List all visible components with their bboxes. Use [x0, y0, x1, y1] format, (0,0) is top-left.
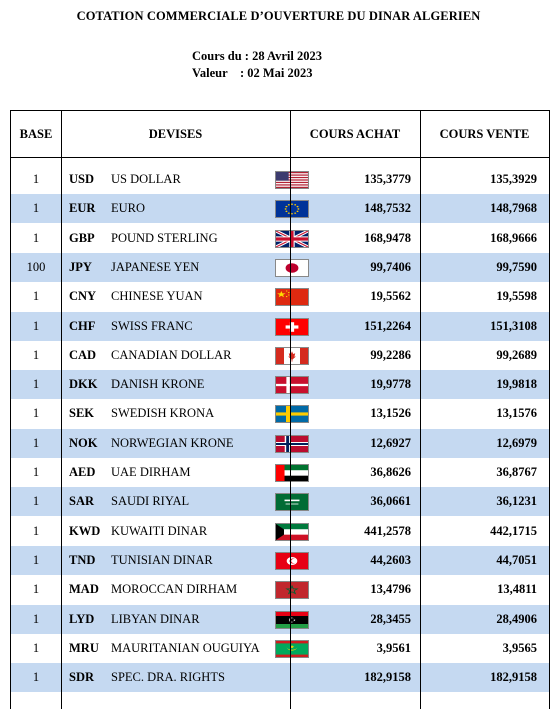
cours-achat-value: 13,1526 — [370, 406, 411, 421]
base-cell: 1 — [32, 670, 40, 685]
cours-date — [192, 48, 322, 65]
table-row — [11, 517, 549, 546]
table-row — [11, 458, 549, 487]
base-cell: 1 — [32, 230, 40, 245]
currency-name: SWEDISH KRONA — [111, 406, 215, 421]
cours-achat-value: 99,7406 — [370, 259, 411, 274]
us-flag-icon — [275, 171, 309, 189]
currency-code: NOK — [69, 435, 98, 450]
table-row — [11, 399, 549, 428]
currency-code: AED — [69, 465, 96, 479]
base-cell: 1 — [32, 435, 40, 450]
currency-code: EUR — [69, 201, 96, 216]
eu-flag-icon — [275, 200, 309, 218]
currency-code: SEK — [69, 406, 95, 421]
currency-name: POUND STERLING — [111, 230, 218, 245]
cours-achat-value: 44,2603 — [370, 552, 411, 567]
base-cell: 1 — [32, 406, 40, 421]
cours-vente-value: 36,1231 — [496, 494, 537, 509]
header-base: BASE — [19, 127, 53, 141]
cours-vente-value: 168,9666 — [490, 230, 537, 245]
cours-vente-value: 12,6979 — [496, 435, 537, 450]
table-row — [11, 634, 549, 663]
cours-vente-value: 28,4906 — [496, 611, 537, 626]
table-row — [11, 487, 549, 516]
japan-flag-icon — [275, 259, 309, 277]
base-cell: 1 — [32, 640, 40, 655]
header-devises: DEVISES — [148, 127, 203, 141]
cours-vente-value: 36,8767 — [496, 465, 537, 479]
currency-code: TND — [69, 552, 96, 567]
saudi-flag-icon — [275, 493, 309, 511]
currency-code: CNY — [69, 289, 97, 304]
kuwait-flag-icon — [275, 523, 309, 541]
column-divider — [61, 111, 62, 709]
tunisia-flag-icon — [275, 552, 309, 570]
currency-code: SDR — [69, 670, 95, 685]
column-divider — [290, 111, 291, 709]
cours-vente-value: 135,3929 — [490, 172, 537, 186]
china-flag-icon — [275, 288, 309, 306]
table-row — [11, 282, 549, 311]
morocco-flag-icon — [275, 581, 309, 599]
currency-name: SPEC. DRA. RIGHTS — [111, 670, 225, 685]
cours-vente-value: 44,7051 — [496, 552, 537, 567]
valeur-label: Valeur — [192, 66, 228, 80]
valeur-date — [192, 65, 322, 82]
cours-vente-value: 19,5598 — [496, 289, 537, 304]
cours-achat-value: 99,2286 — [370, 347, 411, 362]
currency-code: GBP — [69, 230, 95, 245]
cours-achat-value: 36,8626 — [370, 465, 411, 479]
norway-flag-icon — [275, 435, 309, 453]
base-cell: 1 — [32, 347, 40, 362]
cours-value: : 28 Avril 2023 — [244, 49, 322, 63]
cours-achat-value: 28,3455 — [370, 611, 411, 626]
currency-name: MAURITANIAN OUGUIYA — [111, 640, 260, 655]
base-cell: 100 — [26, 259, 46, 274]
cours-vente-value: 13,1576 — [496, 406, 537, 421]
currency-name: EURO — [111, 201, 146, 216]
base-cell: 1 — [32, 318, 40, 333]
currency-code: CHF — [69, 318, 96, 333]
currency-code: KWD — [69, 523, 101, 538]
base-cell: 1 — [32, 582, 40, 597]
currency-name: DANISH KRONE — [111, 377, 205, 392]
table-row — [11, 546, 549, 575]
cours-vente-value: 182,9158 — [490, 670, 537, 685]
currency-name: CANADIAN DOLLAR — [111, 347, 232, 362]
base-cell: 1 — [32, 523, 40, 538]
uae-flag-icon — [275, 464, 309, 482]
cours-vente-value: 99,7590 — [496, 259, 537, 274]
header-vente: COURS VENTE — [439, 127, 530, 141]
table-row — [11, 605, 549, 634]
cours-vente-value: 13,4811 — [497, 582, 537, 597]
base-cell: 1 — [32, 611, 40, 626]
cours-vente-value: 148,7968 — [490, 201, 537, 216]
currency-code: JPY — [69, 259, 92, 274]
cours-label: Cours du — [192, 49, 242, 63]
table-row — [11, 575, 549, 604]
header-achat: COURS ACHAT — [309, 127, 401, 141]
canada-flag-icon — [275, 347, 309, 365]
libya-flag-icon — [275, 611, 309, 629]
cours-achat-value: 19,9778 — [370, 377, 411, 392]
currency-name: CHINESE YUAN — [111, 289, 203, 304]
mauritania-flag-icon — [275, 640, 309, 658]
cours-achat-value: 148,7532 — [364, 201, 411, 216]
currency-name: UAE DIRHAM — [111, 465, 191, 479]
currency-name: KUWAITI DINAR — [111, 523, 208, 538]
currency-code: SAR — [69, 494, 95, 509]
base-cell: 1 — [32, 552, 40, 567]
currency-code: MAD — [69, 582, 99, 597]
cours-achat-value: 3,9561 — [376, 640, 411, 655]
base-cell: 1 — [32, 172, 40, 186]
table-row — [11, 312, 549, 341]
currency-code: MRU — [69, 640, 99, 655]
sweden-flag-icon — [275, 405, 309, 423]
document-title: COTATION COMMERCIALE D’OUVERTURE DU DINAR ALGERIEN — [76, 9, 481, 23]
cours-achat-value: 441,2578 — [364, 523, 411, 538]
table-row — [11, 194, 549, 223]
table-row — [11, 663, 549, 692]
currency-name: NORWEGIAN KRONE — [111, 435, 234, 450]
currency-code: DKK — [69, 377, 98, 392]
table-row — [11, 224, 549, 253]
cours-achat-value: 36,0661 — [370, 494, 411, 509]
currency-code: CAD — [69, 347, 97, 362]
cours-achat-value: 135,3779 — [364, 172, 411, 186]
cours-vente-value: 19,9818 — [496, 377, 537, 392]
cours-achat-value: 19,5562 — [370, 289, 411, 304]
table-row — [11, 165, 549, 194]
cours-vente-value: 442,1715 — [490, 523, 537, 538]
cours-achat-value: 182,9158 — [364, 670, 411, 685]
table-row — [11, 370, 549, 399]
table-header — [11, 111, 549, 158]
currency-name: LIBYAN DINAR — [111, 611, 200, 626]
table-row — [11, 253, 549, 282]
cours-vente-value: 99,2689 — [496, 347, 537, 362]
base-cell: 1 — [32, 377, 40, 392]
currency-code: USD — [69, 172, 95, 186]
valeur-value: : 02 Mai 2023 — [239, 66, 313, 80]
cours-achat-value: 13,4796 — [370, 582, 411, 597]
base-cell: 1 — [32, 465, 40, 479]
cours-achat-value: 12,6927 — [370, 435, 411, 450]
cours-achat-value: 151,2264 — [364, 318, 411, 333]
currency-name: SWISS FRANC — [111, 318, 193, 333]
cours-vente-value: 3,9565 — [502, 640, 537, 655]
currency-name: MOROCCAN DIRHAM — [111, 582, 238, 597]
cours-vente-value: 151,3108 — [490, 318, 537, 333]
currency-name: US DOLLAR — [111, 172, 181, 186]
table-row — [11, 429, 549, 458]
base-cell: 1 — [32, 494, 40, 509]
swiss-flag-icon — [275, 318, 309, 336]
cours-achat-value: 168,9478 — [364, 230, 411, 245]
base-cell: 1 — [32, 201, 40, 216]
rates-table — [10, 110, 550, 709]
uk-flag-icon — [275, 230, 309, 248]
currency-name: TUNISIAN DINAR — [111, 552, 213, 567]
table-row — [11, 341, 549, 370]
base-cell: 1 — [32, 289, 40, 304]
currency-code: LYD — [69, 611, 95, 626]
column-divider — [420, 111, 421, 709]
dates-block — [192, 48, 322, 82]
currency-name: JAPANESE YEN — [111, 259, 200, 274]
denmark-flag-icon — [275, 376, 309, 394]
currency-name: SAUDI RIYAL — [111, 494, 190, 509]
